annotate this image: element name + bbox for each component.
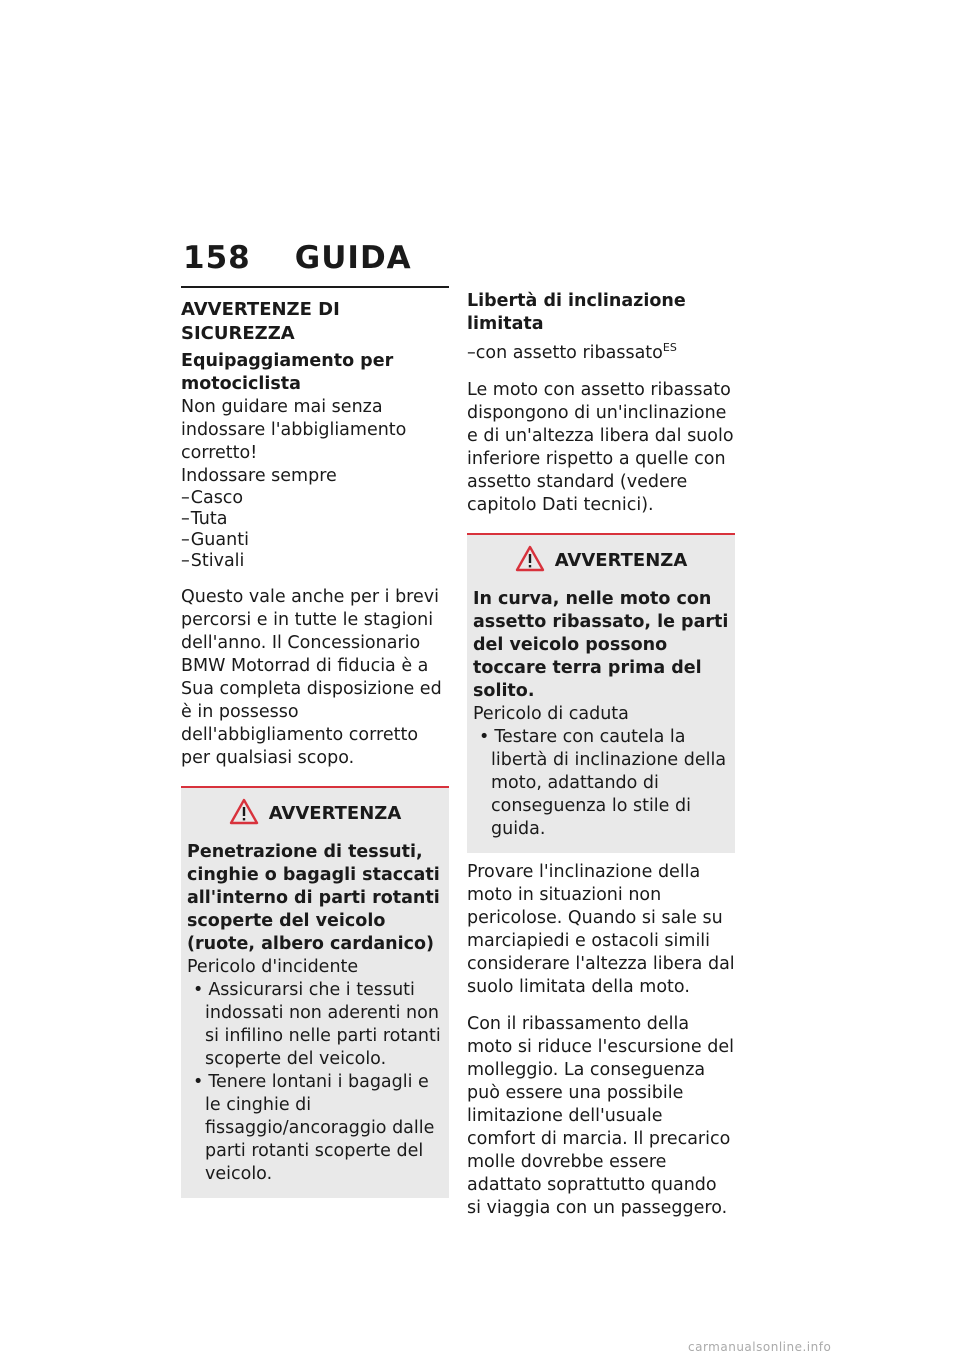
list-item: – Guanti (181, 530, 449, 551)
equipment-intro: Non guidare mai senza indossare l'abbigliamento corretto! (181, 397, 407, 463)
section-title: AVVERTENZE DI SICUREZZA (181, 299, 340, 344)
lean-para-1: Provare l'inclinazione della moto in situazioni non pericolose. Quando si sale su marciapiedi e ostacoli simili considerare l'altezza libera dal suolo limitata della moto. (467, 861, 735, 997)
lean-intro: Le moto con assetto ribassato dispongono di un'inclinazione e di un'altezza libera dal suolo inferiore rispetto a quelle con assetto standard (vedere capitolo Dati tecnici). (467, 379, 734, 515)
right-column (467, 286, 735, 1220)
warning-bullets (473, 726, 729, 841)
equipment-body: Questo vale anche per i brevi percorsi e in tutte le stagioni dell'anno. Il Concessionario BMW Motorrad di fiducia è a Sua completa disposizione ed è in possesso dell'abbigliamento corretto per qualsiasi scopo. (181, 587, 442, 768)
warning-header (187, 798, 443, 829)
list-item: • Assicurarsi che i tessuti indossati non aderenti non si infilino nelle parti rotanti scoperte del veicolo. (187, 979, 443, 1071)
warning-hazard: Pericolo di caduta (473, 703, 629, 724)
list-item: • Tenere lontani i bagagli e le cinghie di fissaggio/ancoraggio dalle parti rotanti scoperte del veicolo. (187, 1071, 443, 1186)
warning-box-fabric (181, 786, 449, 1198)
list-item: – Stivali (181, 551, 449, 572)
warning-lead: Penetrazione di tessuti, cinghie o bagagli staccati all'interno di parti rotanti scoperte del veicolo (ruote, albero cardanico) (187, 842, 440, 954)
warning-bullets (187, 979, 443, 1186)
equipment-list-intro: Indossare sempre (181, 466, 337, 486)
section-rule (181, 286, 449, 288)
warning-lead: In curva, nelle moto con assetto ribassato, le parti del veicolo possono toccare terra prima del solito. (473, 588, 729, 701)
lean-subtitle (467, 336, 735, 365)
warning-title: AVVERTENZA (268, 803, 402, 824)
watermark: carmanualsonline.info (688, 1340, 832, 1354)
lean-subtitle-sup: ES (662, 341, 677, 354)
left-column (181, 286, 449, 1198)
equipment-title: Equipaggiamento per motociclista (181, 351, 394, 394)
list-item: • Testare con cautela la libertà di inclinazione della moto, adattando di conseguenza lo stile di guida. (473, 726, 729, 841)
list-item: – Tuta (181, 509, 449, 530)
page-number: 158 (183, 240, 251, 276)
lean-title: Libertà di inclinazione limitata (467, 291, 686, 334)
equipment-list (181, 488, 449, 572)
warning-box-lean (467, 533, 735, 853)
warning-title: AVVERTENZA (554, 549, 688, 571)
warning-triangle-icon (515, 545, 545, 576)
list-item: – Casco (181, 488, 449, 509)
page-header (183, 240, 412, 276)
chapter-title: GUIDA (294, 240, 412, 276)
lean-para-2: Con il ribassamento della moto si riduce l'escursione del molleggio. La conseguenza può essere una possibile limitazione dell'usuale comfort di marcia. Il precarico molle dovrebbe essere adattato soprattutto quando si viaggia con un passeggero. (467, 1013, 734, 1218)
warning-triangle-icon (229, 798, 259, 829)
warning-header (473, 545, 729, 576)
lean-subtitle-text: –con assetto ribassato (467, 342, 663, 363)
warning-hazard: Pericolo d'incidente (187, 957, 359, 977)
